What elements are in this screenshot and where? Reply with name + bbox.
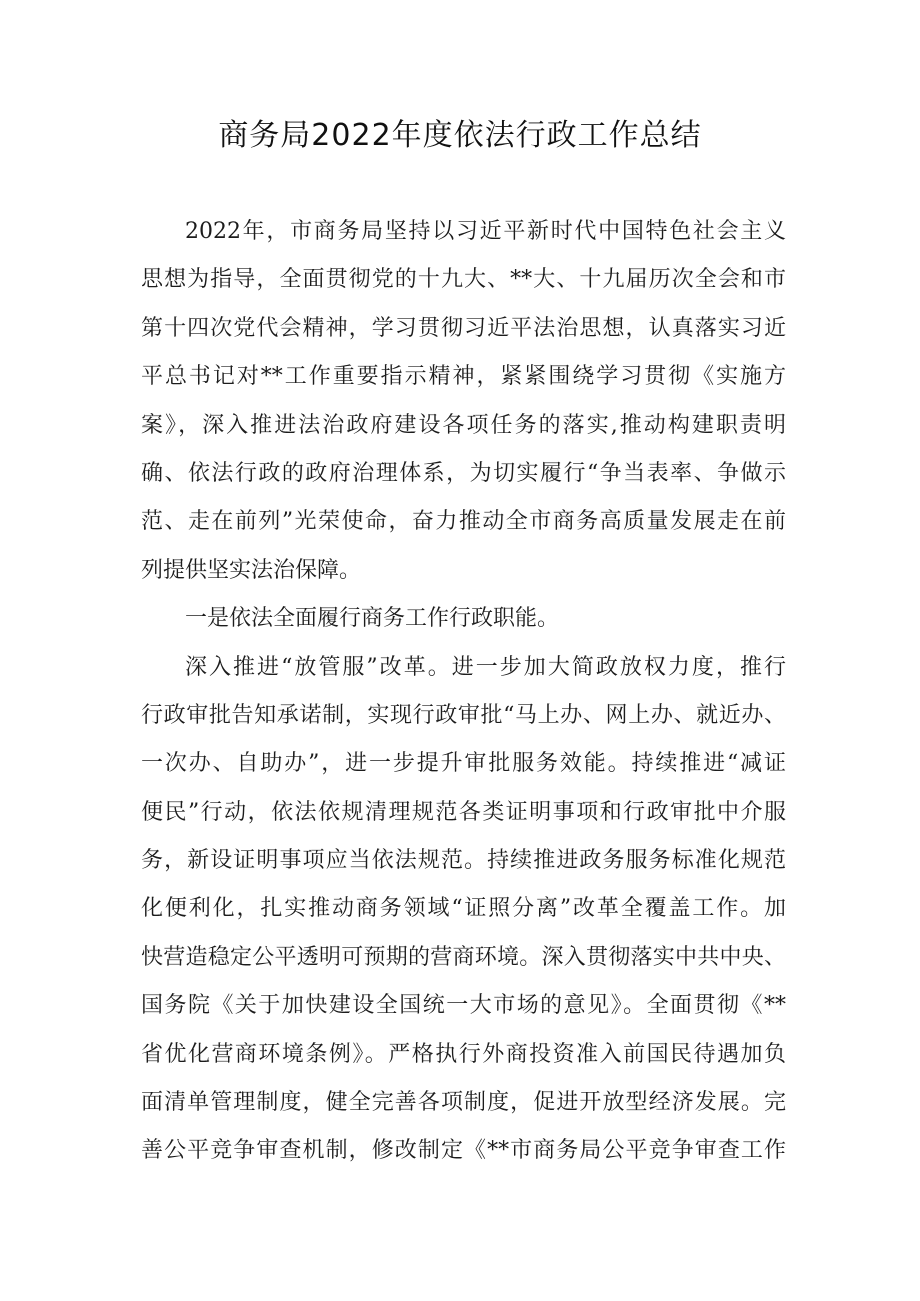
paragraph-1-line-3: 第十四次党代会精神，学习贯彻习近平法治思想，认真落实习近 xyxy=(141,315,786,341)
section-heading-1: 一是依法全面履行商务工作行政职能。 xyxy=(185,606,560,632)
paragraph-1-line-1: 2022年，市商务局坚持以习近平新时代中国特色社会主义 xyxy=(185,219,786,244)
paragraph-1-line-2: 思想为指导，全面贯彻党的十九大、**大、十九届历次全会和市 xyxy=(141,267,786,293)
paragraph-2-line-5: 务，新设证明事项应当依法规范。持续推进政务服务标准化规范 xyxy=(141,848,786,874)
paragraph-2-line-9: 省优化营商环境条例》。严格执行外商投资准入前国民待遇加负 xyxy=(141,1041,786,1067)
paragraph-1-line-5: 案》，深入推进法治政府建设各项任务的落实,推动构建职责明 xyxy=(141,412,786,438)
paragraph-2-line-11: 善公平竞争审查机制，修改制定《**市商务局公平竞争审查工作 xyxy=(141,1138,786,1164)
paragraph-1-line-6: 确、依法行政的政府治理体系，为切实履行“争当表率、争做示 xyxy=(141,460,786,486)
document-body xyxy=(141,208,786,1176)
paragraph-1-line-7: 范、走在前列”光荣使命，奋力推动全市商务高质量发展走在前 xyxy=(141,509,786,535)
document-title: 商务局2022年度依法行政工作总结 xyxy=(218,118,702,153)
paragraph-2-line-3: 一次办、自助办”，进一步提升审批服务效能。持续推进“减证 xyxy=(141,751,786,777)
paragraph-2-line-4: 便民”行动，依法依规清理规范各类证明事项和行政审批中介服 xyxy=(141,799,786,825)
paragraph-2-line-10: 面清单管理制度，健全完善各项制度，促进开放型经济发展。完 xyxy=(141,1090,786,1116)
paragraph-2-line-8: 国务院《关于加快建设全国统一大市场的意见》。全面贯彻《** xyxy=(141,993,786,1019)
paragraph-2-line-6: 化便利化，扎实推动商务领域“证照分离”改革全覆盖工作。加 xyxy=(141,896,786,922)
paragraph-2-line-7: 快营造稳定公平透明可预期的营商环境。深入贯彻落实中共中央、 xyxy=(141,944,786,970)
paragraph-2-line-1: 深入推进“放管服”改革。进一步加大简政放权力度，推行 xyxy=(185,654,786,680)
paragraph-1-line-4: 平总书记对**工作重要指示精神，紧紧围绕学习贯彻《实施方 xyxy=(141,364,786,390)
paragraph-1-line-8: 列提供坚实法治保障。 xyxy=(141,557,362,583)
paragraph-2-line-2: 行政审批告知承诺制，实现行政审批“马上办、网上办、就近办、 xyxy=(141,702,786,728)
